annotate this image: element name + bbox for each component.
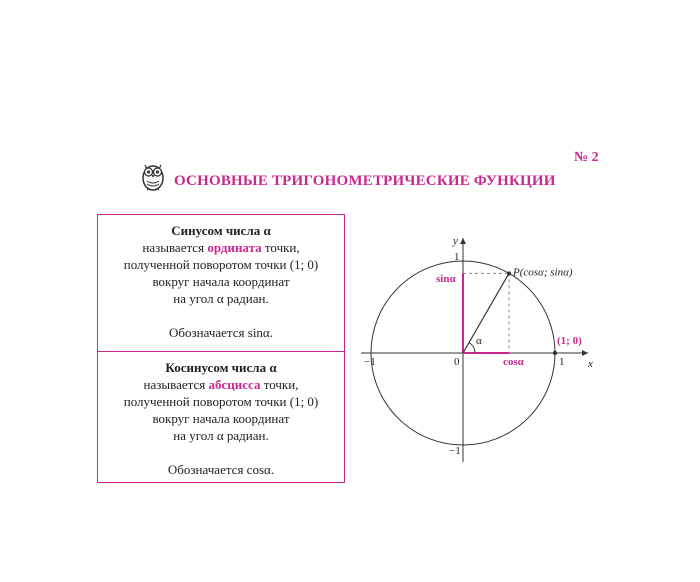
sine-line1 <box>98 239 344 256</box>
cos-label: cosα <box>503 356 524 368</box>
cosine-notation: Обозначается cosα. <box>167 462 275 477</box>
sine-line1-after: точки, <box>264 240 300 255</box>
sine-heading: Синусом числа α <box>171 223 271 238</box>
sine-line4: на угол α радиан. <box>173 291 269 306</box>
page-number: № 2 <box>574 150 599 165</box>
start-point <box>553 351 557 355</box>
tick-right: 1 <box>559 356 565 368</box>
sine-definition-box <box>97 214 345 352</box>
point-p-label: P(cosα; sinα) <box>513 266 573 279</box>
sine-line2: полученной поворотом точки (1; 0) <box>123 257 319 272</box>
x-axis-label: x <box>588 358 593 370</box>
angle-arc <box>469 343 475 353</box>
angle-label: α <box>476 335 482 347</box>
y-axis-label: y <box>453 235 458 247</box>
sine-line1-before: называется <box>142 240 205 255</box>
cosine-line1-before: называется <box>143 377 206 392</box>
tick-top: 1 <box>454 251 460 263</box>
owl-icon <box>139 160 167 192</box>
cosine-line2: полученной поворотом точки (1; 0) <box>123 394 319 409</box>
radius-op <box>463 273 509 353</box>
sine-notation: Обозначается sinα. <box>169 325 273 340</box>
cosine-line1-after: точки, <box>263 377 299 392</box>
sin-label: sinα <box>436 273 456 285</box>
abscissa-term: абсцисса <box>208 377 261 392</box>
origin-label: 0 <box>454 356 460 368</box>
cosine-heading: Косинусом числа α <box>165 360 277 375</box>
cosine-line1 <box>98 376 344 393</box>
unit-circle-diagram <box>356 230 606 470</box>
sine-line3: вокруг начала координат <box>152 274 290 289</box>
cosine-definition-box <box>97 351 345 483</box>
page-title: ОСНОВНЫЕ ТРИГОНОМЕТРИЧЕСКИЕ ФУНКЦИИ <box>174 173 556 189</box>
tick-left: −1 <box>364 356 376 368</box>
ordinate-term: ордината <box>207 240 262 255</box>
cosine-line4: на угол α радиан. <box>173 428 269 443</box>
start-point-label: (1; 0) <box>557 335 582 347</box>
point-p <box>507 271 511 275</box>
tick-bottom: −1 <box>449 445 461 457</box>
cosine-line3: вокруг начала координат <box>152 411 290 426</box>
